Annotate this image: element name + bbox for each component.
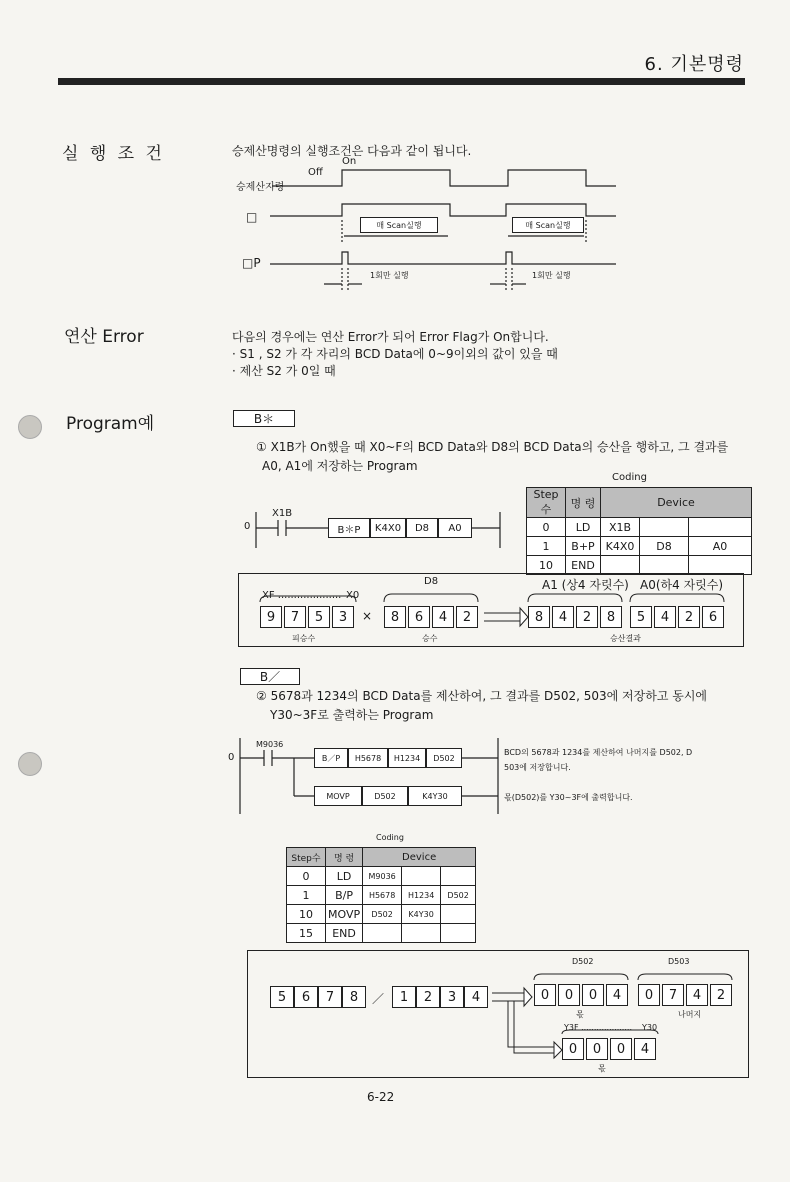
cmd-movp-instruction: MOVP [314, 786, 362, 806]
digit: 7 [662, 984, 684, 1006]
exec-intro: 승제산명령의 실행조건은 다음과 같이 됩니다. [232, 144, 472, 158]
th-device: Device [363, 848, 476, 867]
error-line-3: · 제산 S2 가 0일 때 [232, 364, 336, 378]
cmd-ex1-source2: D8 [406, 518, 438, 538]
digit: 0 [534, 984, 556, 1006]
digit: 8 [528, 606, 550, 628]
error-line-2: · S1 , S2 가 각 자리의 BCD Data에 0~9이외의 값이 있을 때 [232, 347, 558, 361]
note-2: 몫(D502)를 Y30~3F에 출력합니다. [504, 793, 633, 802]
cmd-ex1-source1: K4X0 [370, 518, 406, 538]
cmd-ex2-instruction: B／P [314, 748, 348, 768]
digit: 4 [654, 606, 676, 628]
digit: 0 [558, 984, 580, 1006]
error-line-1: 다음의 경우에는 연산 Error가 되어 Error Flag가 On합니다. [232, 330, 549, 344]
note-1a: BCD의 5678과 1234를 제산하여 나머지를 D502, D [504, 748, 693, 757]
digit: 8 [342, 986, 366, 1008]
digit: 2 [678, 606, 700, 628]
digit: 3 [332, 606, 354, 628]
digit: 0 [610, 1038, 632, 1060]
digit: 4 [464, 986, 488, 1008]
cmd-ex2-source1: H5678 [348, 748, 388, 768]
label-quotient: 몫 [576, 1010, 584, 1019]
digit: 1 [392, 986, 416, 1008]
example2-desc-2: Y30~3F로 출력하는 Program [270, 708, 434, 722]
digit: 5 [270, 986, 294, 1008]
digit: 0 [638, 984, 660, 1006]
label-d502: D502 [572, 957, 594, 966]
digit: 6 [294, 986, 318, 1008]
label-d503: D503 [668, 957, 690, 966]
cmd-movp-source: D502 [362, 786, 408, 806]
digit: 0 [562, 1038, 584, 1060]
off-label: Off [308, 167, 323, 178]
divide-operator: ／ [372, 992, 385, 1006]
th-step: Step수 [527, 488, 566, 518]
example1-desc-1: ① X1B가 On했을 때 X0~F의 BCD Data와 D8의 BCD Data의 승산을 행하고, 그 결과를 [256, 440, 729, 454]
label-xf: XF .................... [262, 590, 342, 601]
label-multiplicand: 피승수 [292, 634, 316, 643]
step-0-ex1: 0 [244, 521, 251, 532]
page-number: 6-22 [367, 1090, 395, 1104]
digit: 2 [416, 986, 440, 1008]
scan-box-2: 매 Scan실행 [512, 217, 584, 233]
th-instruction: 명 령 [326, 848, 363, 867]
cmd-ex1-dest: A0 [438, 518, 472, 538]
digit: 0 [582, 984, 604, 1006]
cmd-movp-dest: K4Y30 [408, 786, 462, 806]
digit: 5 [630, 606, 652, 628]
digit: 8 [600, 606, 622, 628]
label-a1: A1 (상4 자릿수) [542, 578, 629, 592]
digit: 4 [432, 606, 454, 628]
digit: 2 [710, 984, 732, 1006]
section-heading-program: Program예 [66, 414, 155, 434]
digit: 2 [576, 606, 598, 628]
table-row: 0 LD M9036 [287, 867, 476, 886]
digit: 8 [384, 606, 406, 628]
table-row: 15 END [287, 924, 476, 943]
label-multiplier: 승수 [422, 634, 438, 643]
th-step: Step수 [287, 848, 326, 867]
digit: 4 [606, 984, 628, 1006]
label-y30: Y30 [642, 1023, 658, 1032]
digit: 0 [586, 1038, 608, 1060]
table-row: 0 LD X1B [527, 518, 752, 537]
multiply-operator: × [362, 609, 373, 623]
example2-desc-1: ② 5678과 1234의 BCD Data를 제산하여, 그 결과를 D502, 503에 저장하고 동시에 [256, 689, 708, 703]
label-x0: X0 [346, 590, 360, 601]
digit: 4 [552, 606, 574, 628]
section-heading-error: 연산 Error [64, 327, 144, 347]
row1-label: □ [246, 210, 258, 224]
row2-label: □P [242, 256, 261, 270]
on-label: On [342, 156, 357, 167]
once-label-1: 1회만 실행 [370, 271, 409, 280]
cmd-ex2-source2: H1234 [388, 748, 426, 768]
table-row: 10 MOVP D502 K4Y30 [287, 905, 476, 924]
digit: 5 [308, 606, 330, 628]
contact-x1b: X1B [272, 508, 293, 519]
signal-label: 승제산지령 [236, 182, 285, 193]
step-0-ex2: 0 [228, 752, 235, 763]
table-row: 1 B/P H5678 H1234 D502 [287, 886, 476, 905]
section-heading-exec: 실 행 조 건 [62, 144, 165, 164]
digit: 3 [440, 986, 464, 1008]
coding-title-ex1: Coding [612, 472, 647, 483]
scan-box-1: 매 Scan실행 [360, 217, 438, 233]
digit: 4 [686, 984, 708, 1006]
example2-tag: B／ [240, 668, 300, 685]
digit: 9 [260, 606, 282, 628]
chapter-title: 6. 기본명령 [644, 54, 744, 75]
example1-desc-2: A0, A1에 저장하는 Program [262, 459, 418, 473]
note-1b: 503에 저장합니다. [504, 763, 571, 772]
digit: 7 [318, 986, 342, 1008]
th-device: Device [601, 488, 752, 518]
example1-tag: B＊ [233, 410, 295, 427]
digit: 7 [284, 606, 306, 628]
label-d8: D8 [424, 576, 439, 587]
label-result: 승산결과 [610, 634, 641, 643]
table-row: 10 END [527, 556, 752, 575]
th-instruction: 명 령 [566, 488, 601, 518]
label-remainder: 나머지 [678, 1010, 702, 1019]
digit: 6 [702, 606, 724, 628]
digit: 2 [456, 606, 478, 628]
digit: 4 [634, 1038, 656, 1060]
table-row: 1 B+P K4X0 D8 A0 [527, 537, 752, 556]
coding-title-ex2: Coding [376, 833, 404, 842]
label-y3f: Y3F .................... [564, 1023, 632, 1032]
label-quotient-2: 몫 [598, 1064, 606, 1073]
contact-m9036: M9036 [256, 740, 284, 749]
cmd-ex2-dest: D502 [426, 748, 462, 768]
cmd-ex1-instruction: B＊P [328, 518, 370, 538]
digit: 6 [408, 606, 430, 628]
once-label-2: 1회만 실행 [532, 271, 571, 280]
label-a0: A0(하4 자릿수) [640, 578, 724, 592]
